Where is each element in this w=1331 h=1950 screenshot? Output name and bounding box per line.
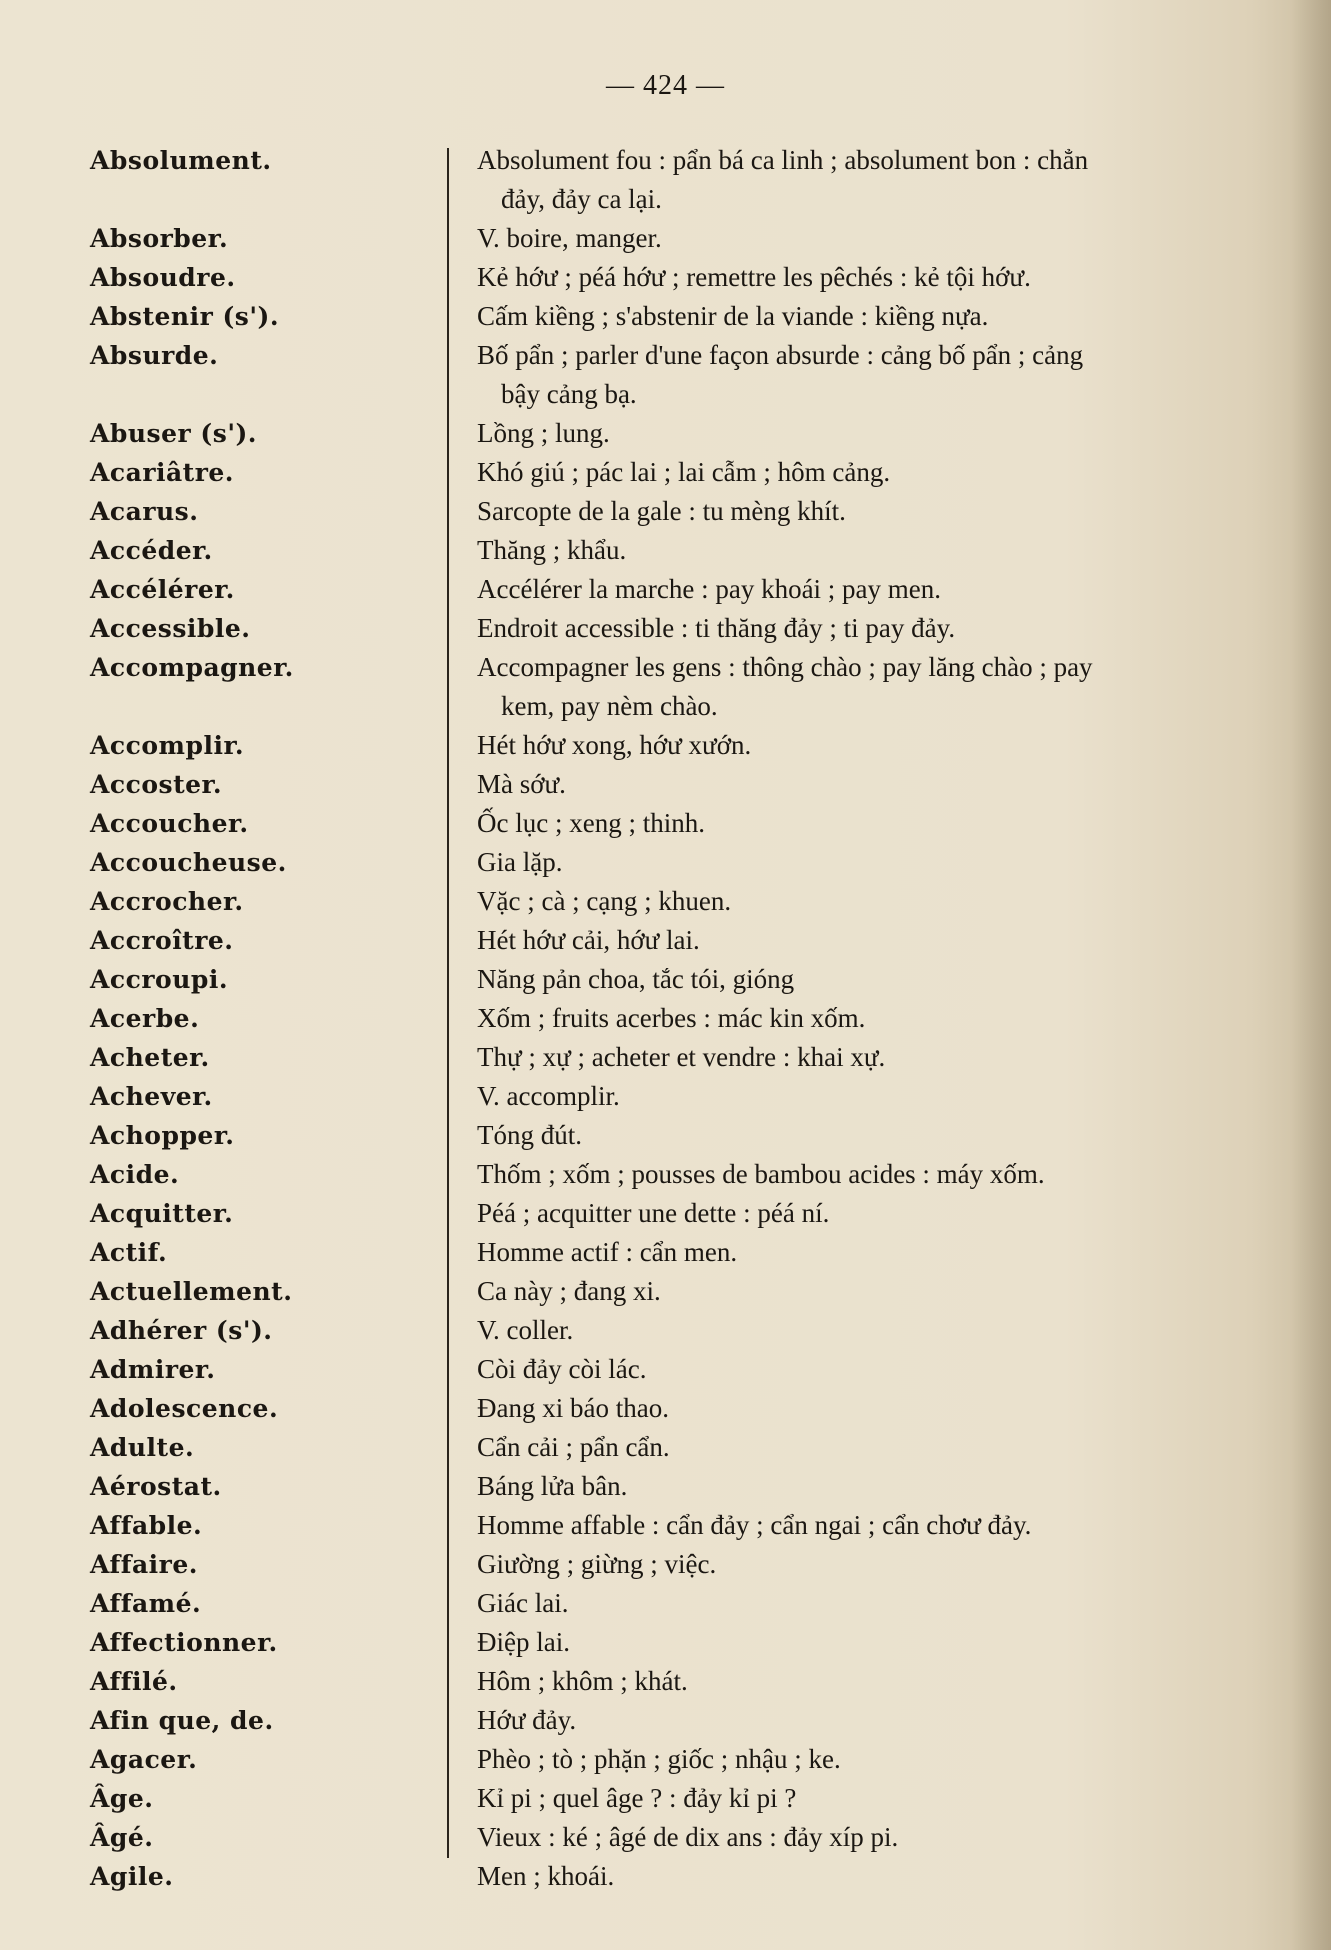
entry-definition <box>457 1857 1277 1896</box>
definition-line: Phèo ; tò ; phặn ; giốc ; nhậu ; ke. <box>477 1744 841 1774</box>
dictionary-entry <box>0 1623 1331 1662</box>
entry-term: Accomplir. <box>90 731 245 760</box>
dictionary-entry <box>0 1194 1331 1233</box>
dictionary-entry <box>0 297 1331 336</box>
dictionary-entry <box>0 1272 1331 1311</box>
entry-definition <box>457 1584 1277 1623</box>
entry-term: Accoster. <box>90 770 223 799</box>
entry-definition <box>457 1233 1277 1272</box>
entry-term: Aérostat. <box>90 1472 222 1501</box>
entry-definition <box>457 1623 1277 1662</box>
entry-definition <box>457 999 1277 1038</box>
page-number: — 424 — <box>606 70 725 101</box>
definition-line: Cẩn cải ; pẩn cẩn. <box>477 1432 670 1462</box>
entry-term: Accrocher. <box>90 887 244 916</box>
entry-definition <box>457 1740 1277 1779</box>
entry-term: Âge. <box>90 1784 154 1813</box>
entry-term: Accoucheuse. <box>90 848 287 877</box>
entry-term: Accroupi. <box>90 965 229 994</box>
entry-definition <box>457 1701 1277 1740</box>
entry-definition <box>457 1428 1277 1467</box>
dictionary-entry <box>0 1038 1331 1077</box>
definition-line: Năng pản choa, tắc tói, gióng <box>477 964 795 994</box>
definition-line: Accélérer la marche : pay khoái ; pay men. <box>477 574 942 604</box>
definition-line: Xốm ; fruits acerbes : mác kin xốm. <box>477 1003 866 1033</box>
entry-definition <box>457 1545 1277 1584</box>
dictionary-entry <box>0 609 1331 648</box>
definition-line: V. accomplir. <box>477 1081 620 1111</box>
entry-definition <box>457 1116 1277 1155</box>
dictionary-entry <box>0 1467 1331 1506</box>
dictionary-entry <box>0 258 1331 297</box>
definition-line: Giác lai. <box>477 1588 569 1618</box>
definition-line: Mà sớư. <box>477 769 566 799</box>
entry-term: Acide. <box>90 1160 180 1189</box>
dictionary-entry <box>0 219 1331 258</box>
dictionary-entry <box>0 999 1331 1038</box>
definition-line: Giường ; giừng ; việc. <box>477 1549 717 1579</box>
entry-term: Agacer. <box>90 1745 198 1774</box>
definition-line: Lồng ; lung. <box>477 418 610 448</box>
entry-term: Afin que, de. <box>90 1706 274 1735</box>
entry-term: Achopper. <box>90 1121 235 1150</box>
definition-line: Tóng đút. <box>477 1120 582 1150</box>
entry-definition <box>457 219 1277 258</box>
definition-line: Còi đảy còi lác. <box>477 1354 647 1384</box>
dictionary-entry <box>0 960 1331 999</box>
dictionary-entry <box>0 570 1331 609</box>
definition-line: Ca này ; đang xi. <box>477 1276 661 1306</box>
definition-line: Men ; khoái. <box>477 1861 615 1891</box>
entry-definition <box>457 1311 1277 1350</box>
dictionary-entry <box>0 1779 1331 1818</box>
entry-definition <box>457 1506 1277 1545</box>
definition-line: Bố pẩn ; parler d'une façon absurde : cảng bố pẩn ; cảng <box>477 340 1084 370</box>
entry-term: Accéder. <box>90 536 213 565</box>
dictionary-entry <box>0 765 1331 804</box>
entry-term: Absolument. <box>90 146 272 175</box>
entry-definition <box>457 960 1277 999</box>
entry-definition <box>457 609 1277 648</box>
dictionary-entry <box>0 414 1331 453</box>
definition-line: Hôm ; khôm ; khát. <box>477 1666 688 1696</box>
entry-term: Acquitter. <box>90 1199 234 1228</box>
entry-definition <box>457 1389 1277 1428</box>
entry-term: Abuser (s'). <box>90 419 257 448</box>
definition-line: Sarcopte de la gale : tu mèng khít. <box>477 496 846 526</box>
dictionary-entry <box>0 531 1331 570</box>
entry-term: Absorber. <box>90 224 229 253</box>
entry-definition <box>457 297 1277 336</box>
entry-term: Acarus. <box>90 497 199 526</box>
definition-line: Kẻ hớư ; péá hớư ; remettre les pêchés : kẻ tội hớư. <box>477 262 1031 292</box>
entry-term: Affable. <box>90 1511 203 1540</box>
entry-definition <box>457 843 1277 882</box>
definition-line: Endroit accessible : ti thăng đảy ; ti pay đảy. <box>477 613 956 643</box>
entry-term: Agile. <box>90 1862 174 1891</box>
definition-continuation-line: đảy, đảy ca lại. <box>501 184 662 214</box>
definition-line: Homme affable : cẩn đảy ; cẩn ngai ; cẩn chơư đảy. <box>477 1510 1032 1540</box>
entry-definition <box>457 1818 1277 1857</box>
entry-definition <box>457 141 1277 219</box>
entry-definition <box>457 1038 1277 1077</box>
definition-line: Báng lửa bân. <box>477 1471 628 1501</box>
dictionary-entry <box>0 726 1331 765</box>
entry-term: Adolescence. <box>90 1394 279 1423</box>
definition-line: Cấm kiềng ; s'abstenir de la viande : kiềng nựa. <box>477 301 989 331</box>
entry-definition <box>457 1077 1277 1116</box>
dictionary-entry <box>0 1116 1331 1155</box>
definition-line: Thăng ; khẩu. <box>477 535 627 565</box>
entry-term: Abstenir (s'). <box>90 302 280 331</box>
entry-term: Acerbe. <box>90 1004 200 1033</box>
entry-definition <box>457 336 1277 414</box>
entry-definition <box>457 1662 1277 1701</box>
entry-term: Absurde. <box>90 341 219 370</box>
entry-term: Acheter. <box>90 1043 210 1072</box>
entry-term: Accroître. <box>90 926 234 955</box>
entry-definition <box>457 453 1277 492</box>
dictionary-entries <box>0 141 1331 1896</box>
definition-line: Hét hớư cải, hớư lai. <box>477 925 700 955</box>
definition-continuation-line: kem, pay nèm chào. <box>501 691 718 721</box>
entry-definition <box>457 726 1277 765</box>
definition-line: Kỉ pi ; quel âge ? : đảy kỉ pi ? <box>477 1783 797 1813</box>
entry-term: Accoucher. <box>90 809 249 838</box>
entry-term: Accélérer. <box>90 575 235 604</box>
entry-definition <box>457 648 1277 726</box>
definition-line: Ốc lục ; xeng ; thinh. <box>477 808 705 838</box>
entry-term: Affaire. <box>90 1550 198 1579</box>
entry-term: Actif. <box>90 1238 168 1267</box>
dictionary-entry <box>0 843 1331 882</box>
entry-term: Adulte. <box>90 1433 195 1462</box>
entry-definition <box>457 1155 1277 1194</box>
dictionary-entry <box>0 882 1331 921</box>
entry-term: Achever. <box>90 1082 213 1111</box>
definition-line: Đang xi báo thao. <box>477 1393 669 1423</box>
definition-line: Khó giú ; pác lai ; lai cẫm ; hôm cảng. <box>477 457 891 487</box>
dictionary-entry <box>0 1311 1331 1350</box>
definition-line: Vieux : ké ; âgé de dix ans : đảy xíp pi. <box>477 1822 899 1852</box>
definition-line: Thốm ; xốm ; pousses de bambou acides : máy xốm. <box>477 1159 1045 1189</box>
entry-term: Admirer. <box>90 1355 216 1384</box>
entry-term: Affectionner. <box>90 1628 278 1657</box>
dictionary-entry <box>0 804 1331 843</box>
entry-term: Accompagner. <box>90 653 294 682</box>
entry-definition <box>457 882 1277 921</box>
dictionary-entry <box>0 1740 1331 1779</box>
entry-definition <box>457 921 1277 960</box>
dictionary-entry <box>0 141 1331 219</box>
definition-line: Gia lặp. <box>477 847 563 877</box>
dictionary-entry <box>0 1545 1331 1584</box>
dictionary-entry <box>0 1584 1331 1623</box>
entry-definition <box>457 258 1277 297</box>
entry-definition <box>457 765 1277 804</box>
entry-definition <box>457 570 1277 609</box>
entry-term: Affilé. <box>90 1667 178 1696</box>
definition-line: Hớư đảy. <box>477 1705 577 1735</box>
entry-term: Âgé. <box>90 1823 154 1852</box>
entry-definition <box>457 531 1277 570</box>
dictionary-entry <box>0 1350 1331 1389</box>
dictionary-entry <box>0 1233 1331 1272</box>
entry-definition <box>457 1350 1277 1389</box>
entry-definition <box>457 1467 1277 1506</box>
definition-line: Thự ; xự ; acheter et vendre : khai xự. <box>477 1042 886 1072</box>
definition-line: Péá ; acquitter une dette : péá ní. <box>477 1198 830 1228</box>
dictionary-entry <box>0 1818 1331 1857</box>
definition-line: Điệp lai. <box>477 1627 570 1657</box>
definition-line: Absolument fou : pẩn bá ca linh ; absolument bon : chẳn <box>477 145 1089 175</box>
definition-line: Hét hớư xong, hớư xướn. <box>477 730 752 760</box>
entry-term: Actuellement. <box>90 1277 293 1306</box>
dictionary-entry <box>0 1701 1331 1740</box>
definition-line: Vặc ; cà ; cạng ; khuen. <box>477 886 732 916</box>
definition-line: Homme actif : cẩn men. <box>477 1237 738 1267</box>
dictionary-entry <box>0 1857 1331 1896</box>
dictionary-entry <box>0 1662 1331 1701</box>
dictionary-entry <box>0 1077 1331 1116</box>
definition-line: Accompagner les gens : thông chào ; pay lăng chào ; pay <box>477 652 1093 682</box>
definition-line: V. coller. <box>477 1315 574 1345</box>
dictionary-entry <box>0 648 1331 726</box>
dictionary-entry <box>0 1506 1331 1545</box>
entry-definition <box>457 414 1277 453</box>
dictionary-entry <box>0 1155 1331 1194</box>
entry-term: Affamé. <box>90 1589 202 1618</box>
dictionary-entry <box>0 492 1331 531</box>
entry-term: Accessible. <box>90 614 251 643</box>
entry-term: Absoudre. <box>90 263 236 292</box>
dictionary-entry <box>0 336 1331 414</box>
dictionary-entry <box>0 1389 1331 1428</box>
entry-term: Adhérer (s'). <box>90 1316 273 1345</box>
entry-definition <box>457 1779 1277 1818</box>
definition-line: V. boire, manger. <box>477 223 662 253</box>
entry-term: Acariâtre. <box>90 458 235 487</box>
definition-continuation-line: bậy cảng bạ. <box>501 379 637 409</box>
entry-definition <box>457 492 1277 531</box>
dictionary-entry <box>0 921 1331 960</box>
dictionary-entry <box>0 1428 1331 1467</box>
dictionary-entry <box>0 453 1331 492</box>
entry-definition <box>457 804 1277 843</box>
entry-definition <box>457 1272 1277 1311</box>
entry-definition <box>457 1194 1277 1233</box>
